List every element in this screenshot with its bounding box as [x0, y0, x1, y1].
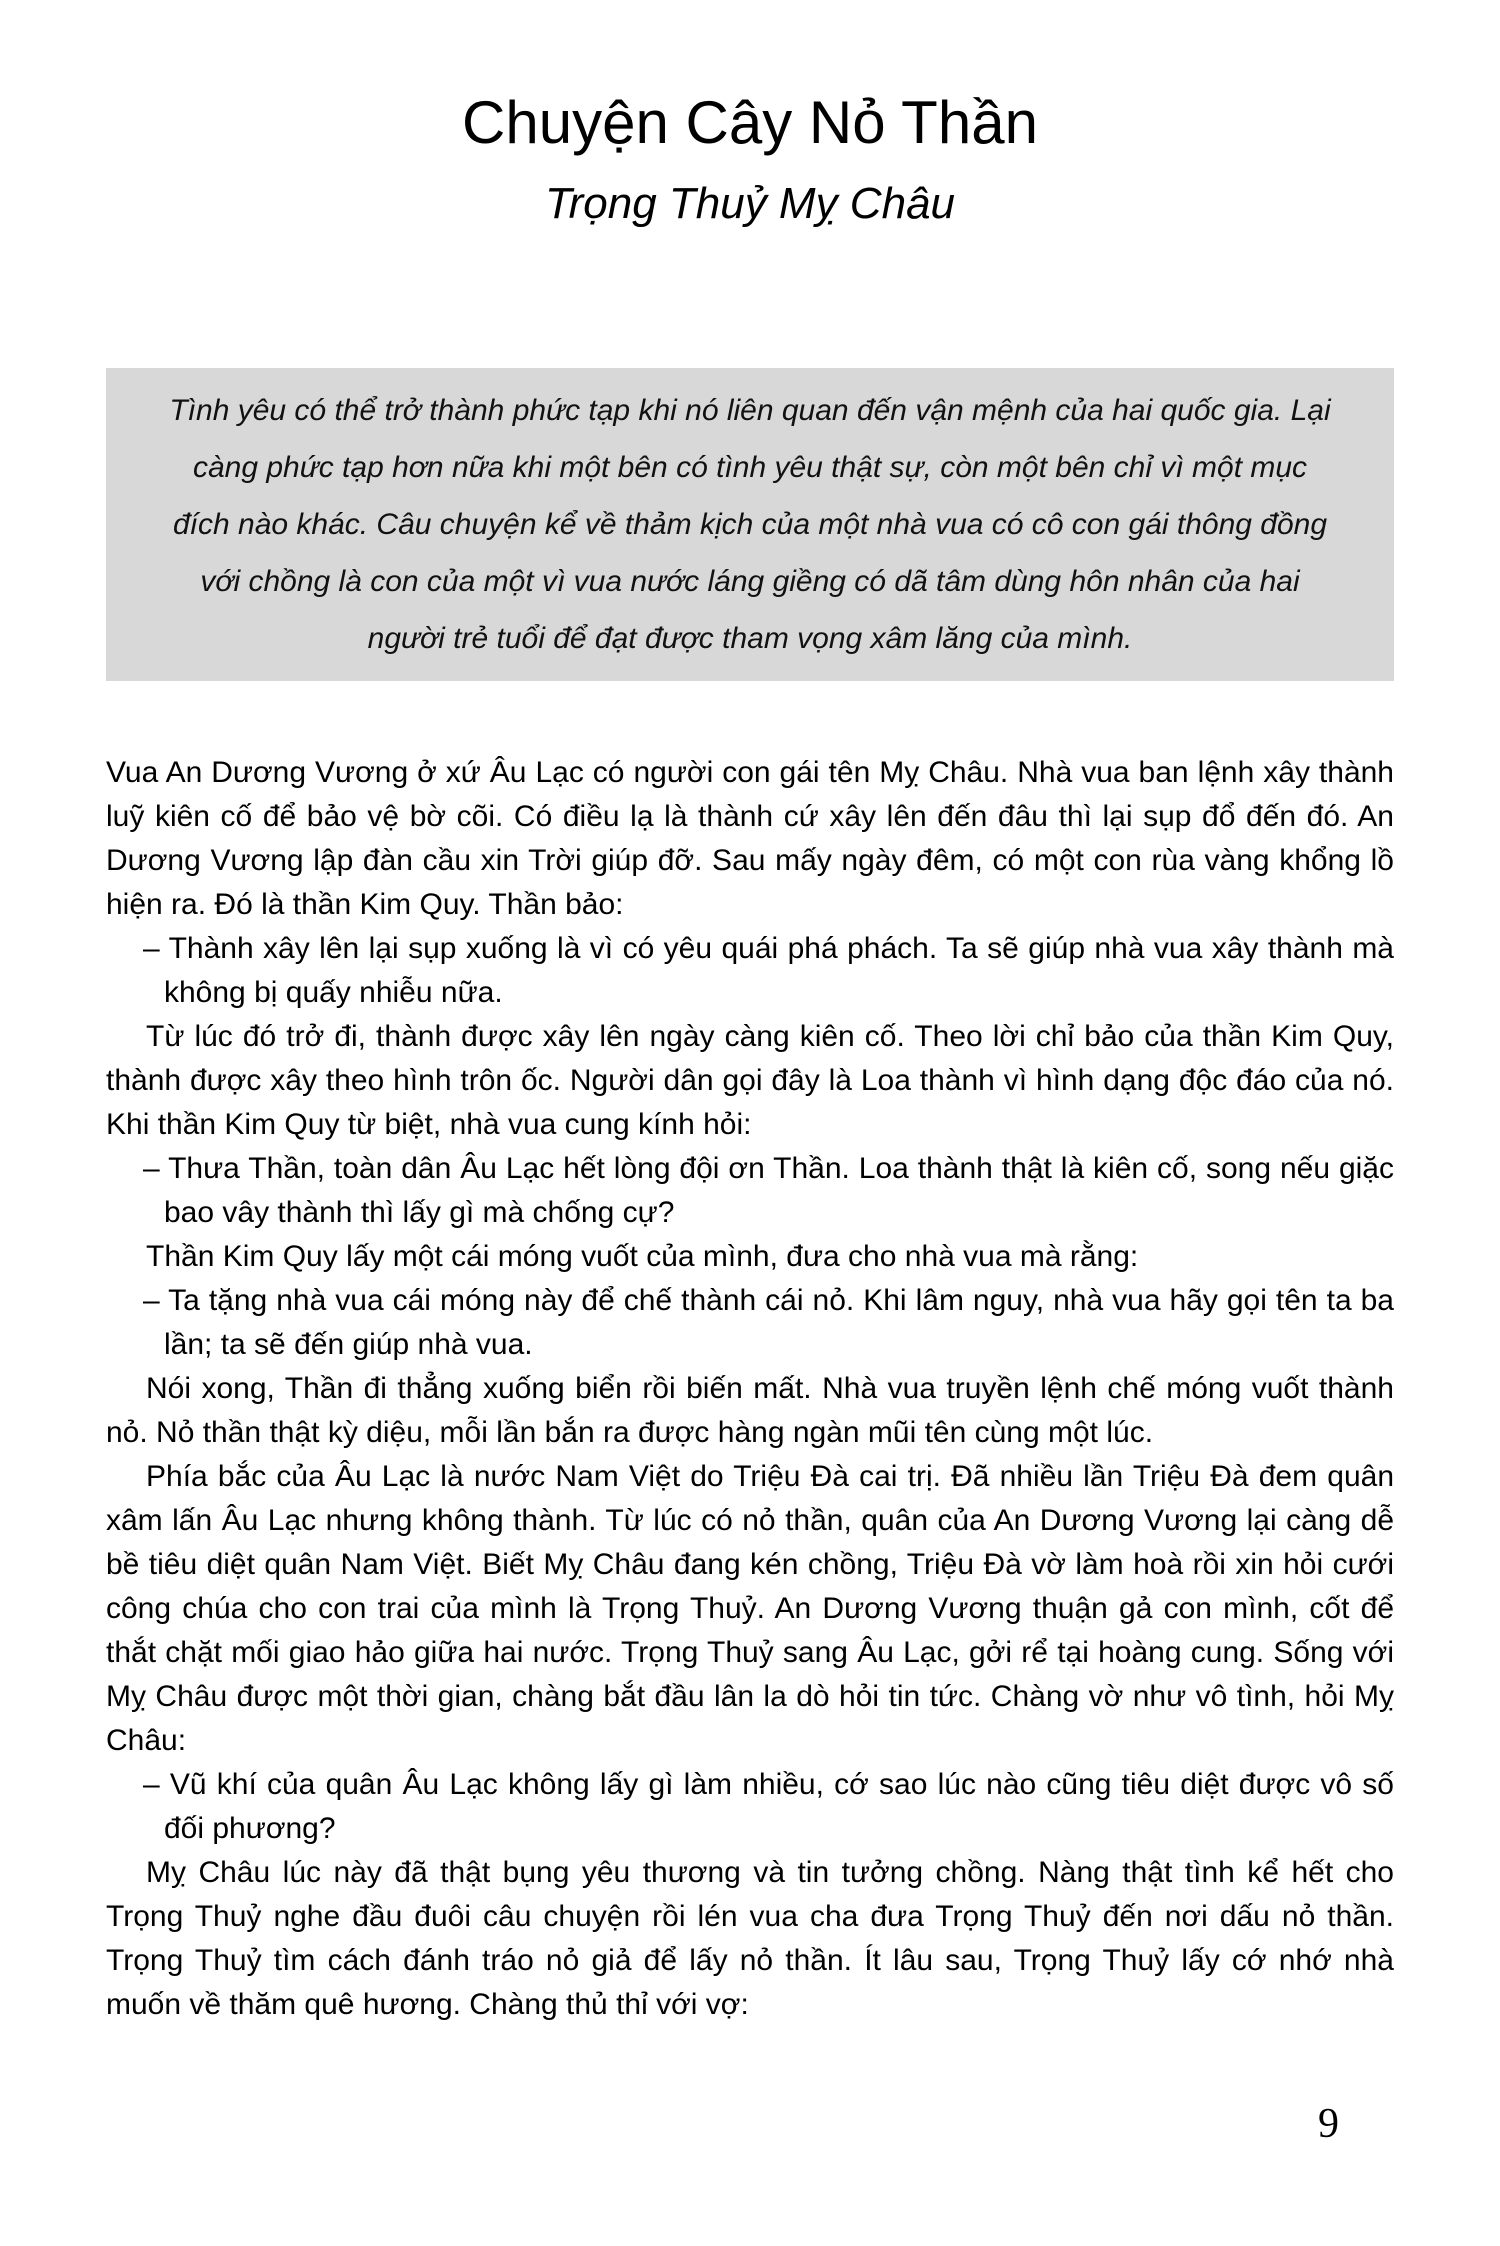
story-paragraph: Từ lúc đó trở đi, thành được xây lên ngày càng kiên cố. Theo lời chỉ bảo của thần Kim Quy, thành được xây theo hình trôn ốc. Người dân gọi đây là Loa thành vì hình dạng độc đáo của nó. Khi thần Kim Quy từ biệt, nhà vua cung kính hỏi: [106, 1019, 1394, 1141]
page-title: Chuyện Cây Nỏ Thần [462, 89, 1038, 156]
summary-box [106, 368, 1394, 681]
story-paragraph: Mỵ Châu lúc này đã thật bụng yêu thương và tin tưởng chồng. Nàng thật tình kể hết cho Trọng Thuỷ nghe đầu đuôi câu chuyện rồi lén vua cha đưa Trọng Thuỷ đến nơi dấu nỏ thần. Trọng Thuỷ tìm cách đánh tráo nỏ giả để lấy nỏ thần. Ít lâu sau, Trọng Thuỷ lấy cớ nhớ nhà muốn về thăm quê hương. Chàng thủ thỉ với vợ: [106, 1855, 1394, 2021]
dialogue-paragraph: – Vũ khí của quân Âu Lạc không lấy gì làm nhiều, cớ sao lúc nào cũng tiêu diệt được vô số đối phương? [143, 1767, 1394, 1845]
story-paragraph: Vua An Dương Vương ở xứ Âu Lạc có người con gái tên Mỵ Châu. Nhà vua ban lệnh xây thành luỹ kiên cố để bảo vệ bờ cõi. Có điều lạ là thành cứ xây lên đến đâu thì lại sụp đổ đến đó. An Dương Vương lập đàn cầu xin Trời giúp đỡ. Sau mấy ngày đêm, có một con rùa vàng khổng lồ hiện ra. Đó là thần Kim Quy. Thần bảo: [106, 755, 1394, 921]
dialogue-paragraph: – Thành xây lên lại sụp xuống là vì có yêu quái phá phách. Ta sẽ giúp nhà vua xây thành mà không bị quấy nhiễu nữa. [143, 931, 1394, 1009]
story-paragraph: Thần Kim Quy lấy một cái móng vuốt của mình, đưa cho nhà vua mà rằng: [146, 1239, 1139, 1273]
story-paragraph: Nói xong, Thần đi thẳng xuống biển rồi biến mất. Nhà vua truyền lệnh chế móng vuốt thành nỏ. Nỏ thần thật kỳ diệu, mỗi lần bắn ra được hàng ngàn mũi tên cùng một lúc. [106, 1371, 1394, 1449]
page-subtitle: Trọng Thuỷ Mỵ Châu [544, 179, 955, 228]
page-number: 9 [1318, 2101, 1339, 2147]
story-body [106, 751, 1394, 2027]
dialogue-paragraph: – Thưa Thần, toàn dân Âu Lạc hết lòng đội ơn Thần. Loa thành thật là kiên cố, song nếu giặc bao vây thành thì lấy gì mà chống cự? [143, 1151, 1394, 1229]
story-paragraph: Phía bắc của Âu Lạc là nước Nam Việt do Triệu Đà cai trị. Đã nhiều lần Triệu Đà đem quân xâm lấn Âu Lạc nhưng không thành. Từ lúc có nỏ thần, quân của An Dương Vương lại càng dễ bề tiêu diệt quân Nam Việt. Biết Mỵ Châu đang kén chồng, Triệu Đà vờ làm hoà rồi xin hỏi cưới công chúa cho con trai của mình là Trọng Thuỷ. An Dương Vương thuận gả con mình, cốt để thắt chặt mối giao hảo giữa hai nước. Trọng Thuỷ sang Âu Lạc, gởi rể tại hoàng cung. Sống với Mỵ Châu được một thời gian, chàng bắt đầu lân la dò hỏi tin tức. Chàng vờ như vô tình, hỏi Mỵ Châu: [106, 1459, 1394, 1757]
dialogue-paragraph: – Ta tặng nhà vua cái móng này để chế thành cái nỏ. Khi lâm nguy, nhà vua hãy gọi tên ta ba lần; ta sẽ đến giúp nhà vua. [143, 1283, 1394, 1361]
summary-text: Tình yêu có thể trở thành phức tạp khi nó liên quan đến vận mệnh của hai quốc gia. Lại càng phức tạp hơn nữa khi một bên có tình yêu thật sự, còn một bên chỉ vì một mục đích nào khác. Câu chuyện kể về thảm kịch của một nhà vua có cô con gái thông đồng với chồng là con của một vì vua nước láng giềng có dã tâm dùng hôn nhân của hai người trẻ tuổi để đạt được tham vọng xâm lăng của mình. [169, 393, 1331, 655]
